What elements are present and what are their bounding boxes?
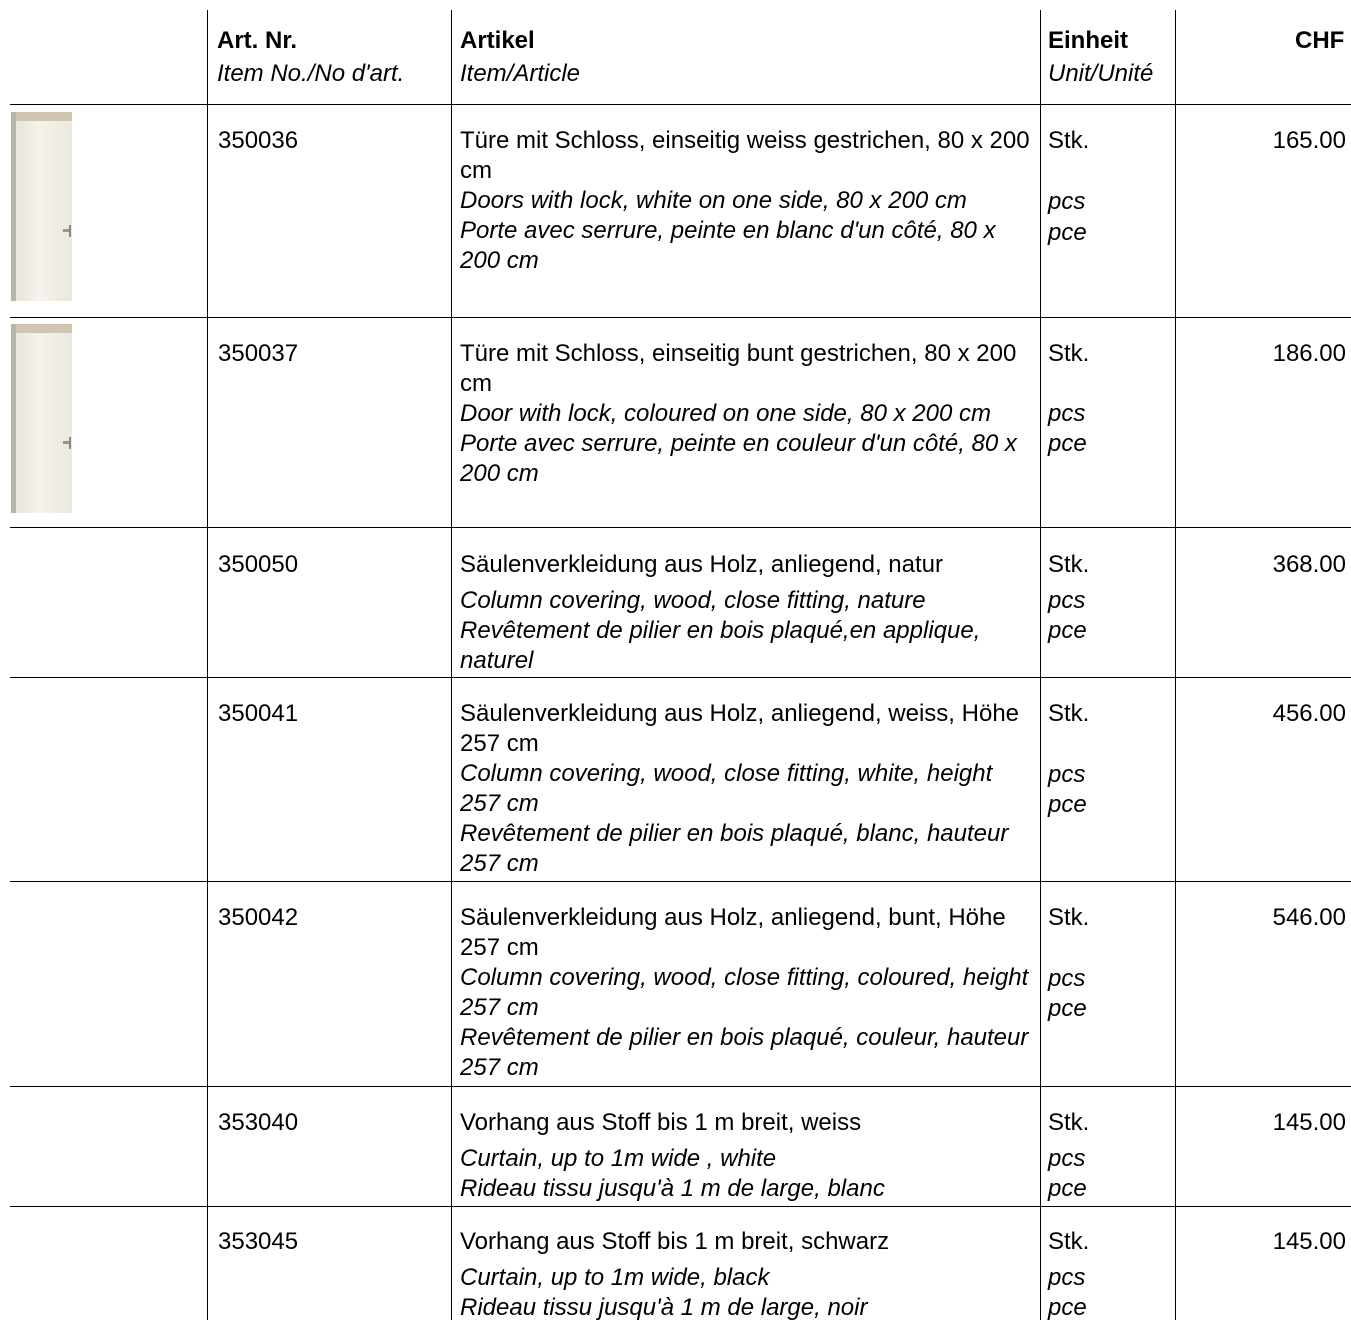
column-divider [207, 10, 208, 1320]
row-divider [10, 1206, 1351, 1207]
description-de: Vorhang aus Stoff bis 1 m breit, schwarz [460, 1228, 890, 1255]
row-divider [10, 881, 1351, 882]
description-fr: Porte avec serrure, peinte en couleur d'un côté, 80 x 200 cm [460, 430, 1017, 487]
item-number: 350036 [218, 127, 299, 154]
header-chf: CHF [1295, 27, 1345, 54]
row-divider [10, 677, 1351, 678]
unit-en: pcs [1048, 1145, 1086, 1172]
unit-de: Stk. [1048, 340, 1090, 367]
description-fr: Rideau tissu jusqu'à 1 m de large, blanc [460, 1175, 885, 1202]
unit-de: Stk. [1048, 1228, 1090, 1255]
item-number: 350041 [218, 700, 299, 727]
price: 456.00 [1272, 700, 1346, 727]
item-number: 353040 [218, 1109, 299, 1136]
column-divider [1175, 10, 1176, 1320]
header-artikel: Artikel [460, 27, 535, 54]
unit-fr: pce [1048, 995, 1087, 1022]
description-de: Vorhang aus Stoff bis 1 m breit, weiss [460, 1109, 862, 1136]
price: 546.00 [1272, 904, 1346, 931]
header-art-nr-sub: Item No./No d'art. [217, 60, 405, 87]
header-einheit: Einheit [1048, 27, 1129, 54]
unit-fr: pce [1048, 791, 1087, 818]
unit-de: Stk. [1048, 551, 1090, 578]
item-number: 350042 [218, 904, 299, 931]
price: 368.00 [1272, 551, 1346, 578]
price: 145.00 [1272, 1228, 1346, 1255]
unit-de: Stk. [1048, 700, 1090, 727]
description-de: Türe mit Schloss, einseitig weiss gestrichen, 80 x 200 cm [460, 127, 1030, 184]
unit-fr: pce [1048, 1175, 1087, 1202]
row-divider [10, 104, 1351, 105]
unit-de: Stk. [1048, 127, 1090, 154]
item-description [460, 1108, 1030, 1204]
price: 145.00 [1272, 1109, 1346, 1136]
description-de: Türe mit Schloss, einseitig bunt gestrichen, 80 x 200 cm [460, 340, 1017, 397]
price: 186.00 [1272, 340, 1346, 367]
description-fr: Rideau tissu jusqu'à 1 m de large, noir [460, 1294, 868, 1321]
column-divider [1040, 10, 1041, 1320]
description-en: Column covering, wood, close fitting, white, height 257 cm [460, 760, 993, 817]
description-de: Säulenverkleidung aus Holz, anliegend, natur [460, 551, 943, 578]
row-divider [10, 317, 1351, 318]
description-fr: Revêtement de pilier en bois plaqué, blanc, hauteur 257 cm [460, 820, 1009, 877]
price: 165.00 [1272, 127, 1346, 154]
unit-en: pcs [1048, 965, 1086, 992]
description-en: Curtain, up to 1m wide , white [460, 1145, 777, 1172]
description-en: Door with lock, coloured on one side, 80 x 200 cm [460, 400, 991, 427]
description-en: Curtain, up to 1m wide, black [460, 1264, 770, 1291]
item-description [460, 903, 1030, 1083]
unit-en: pcs [1048, 587, 1086, 614]
row-divider [10, 1086, 1351, 1087]
description-de: Säulenverkleidung aus Holz, anliegend, bunt, Höhe 257 cm [460, 904, 1006, 961]
column-divider [451, 10, 452, 1320]
item-description [460, 550, 1030, 676]
unit-en: pcs [1048, 188, 1086, 215]
unit-fr: pce [1048, 617, 1087, 644]
description-de: Säulenverkleidung aus Holz, anliegend, weiss, Höhe 257 cm [460, 700, 1020, 757]
unit-de: Stk. [1048, 904, 1090, 931]
unit-fr: pce [1048, 1294, 1087, 1321]
description-en: Column covering, wood, close fitting, nature [460, 587, 926, 614]
description-en: Doors with lock, white on one side, 80 x 200 cm [460, 187, 967, 214]
item-number: 350050 [218, 551, 299, 578]
description-fr: Revêtement de pilier en bois plaqué,en applique, naturel [460, 617, 981, 674]
item-description [460, 699, 1030, 879]
header-artikel-sub: Item/Article [460, 60, 581, 87]
unit-de: Stk. [1048, 1109, 1090, 1136]
description-en: Column covering, wood, close fitting, coloured, height 257 cm [460, 964, 1029, 1021]
unit-en: pcs [1048, 761, 1086, 788]
description-fr: Revêtement de pilier en bois plaqué, couleur, hauteur 257 cm [460, 1024, 1029, 1081]
unit-fr: pce [1048, 430, 1087, 457]
unit-fr: pce [1048, 219, 1087, 246]
unit-en: pcs [1048, 400, 1086, 427]
header-einheit-sub: Unit/Unité [1048, 60, 1154, 87]
item-number: 353045 [218, 1228, 299, 1255]
door-photo [11, 112, 72, 301]
header-art-nr: Art. Nr. [217, 27, 298, 54]
item-description [460, 339, 1030, 489]
item-number: 350037 [218, 340, 299, 367]
item-description [460, 1227, 1030, 1323]
item-description [460, 126, 1030, 276]
door-photo [11, 324, 72, 513]
unit-en: pcs [1048, 1264, 1086, 1291]
row-divider [10, 527, 1351, 528]
description-fr: Porte avec serrure, peinte en blanc d'un côté, 80 x 200 cm [460, 217, 996, 274]
